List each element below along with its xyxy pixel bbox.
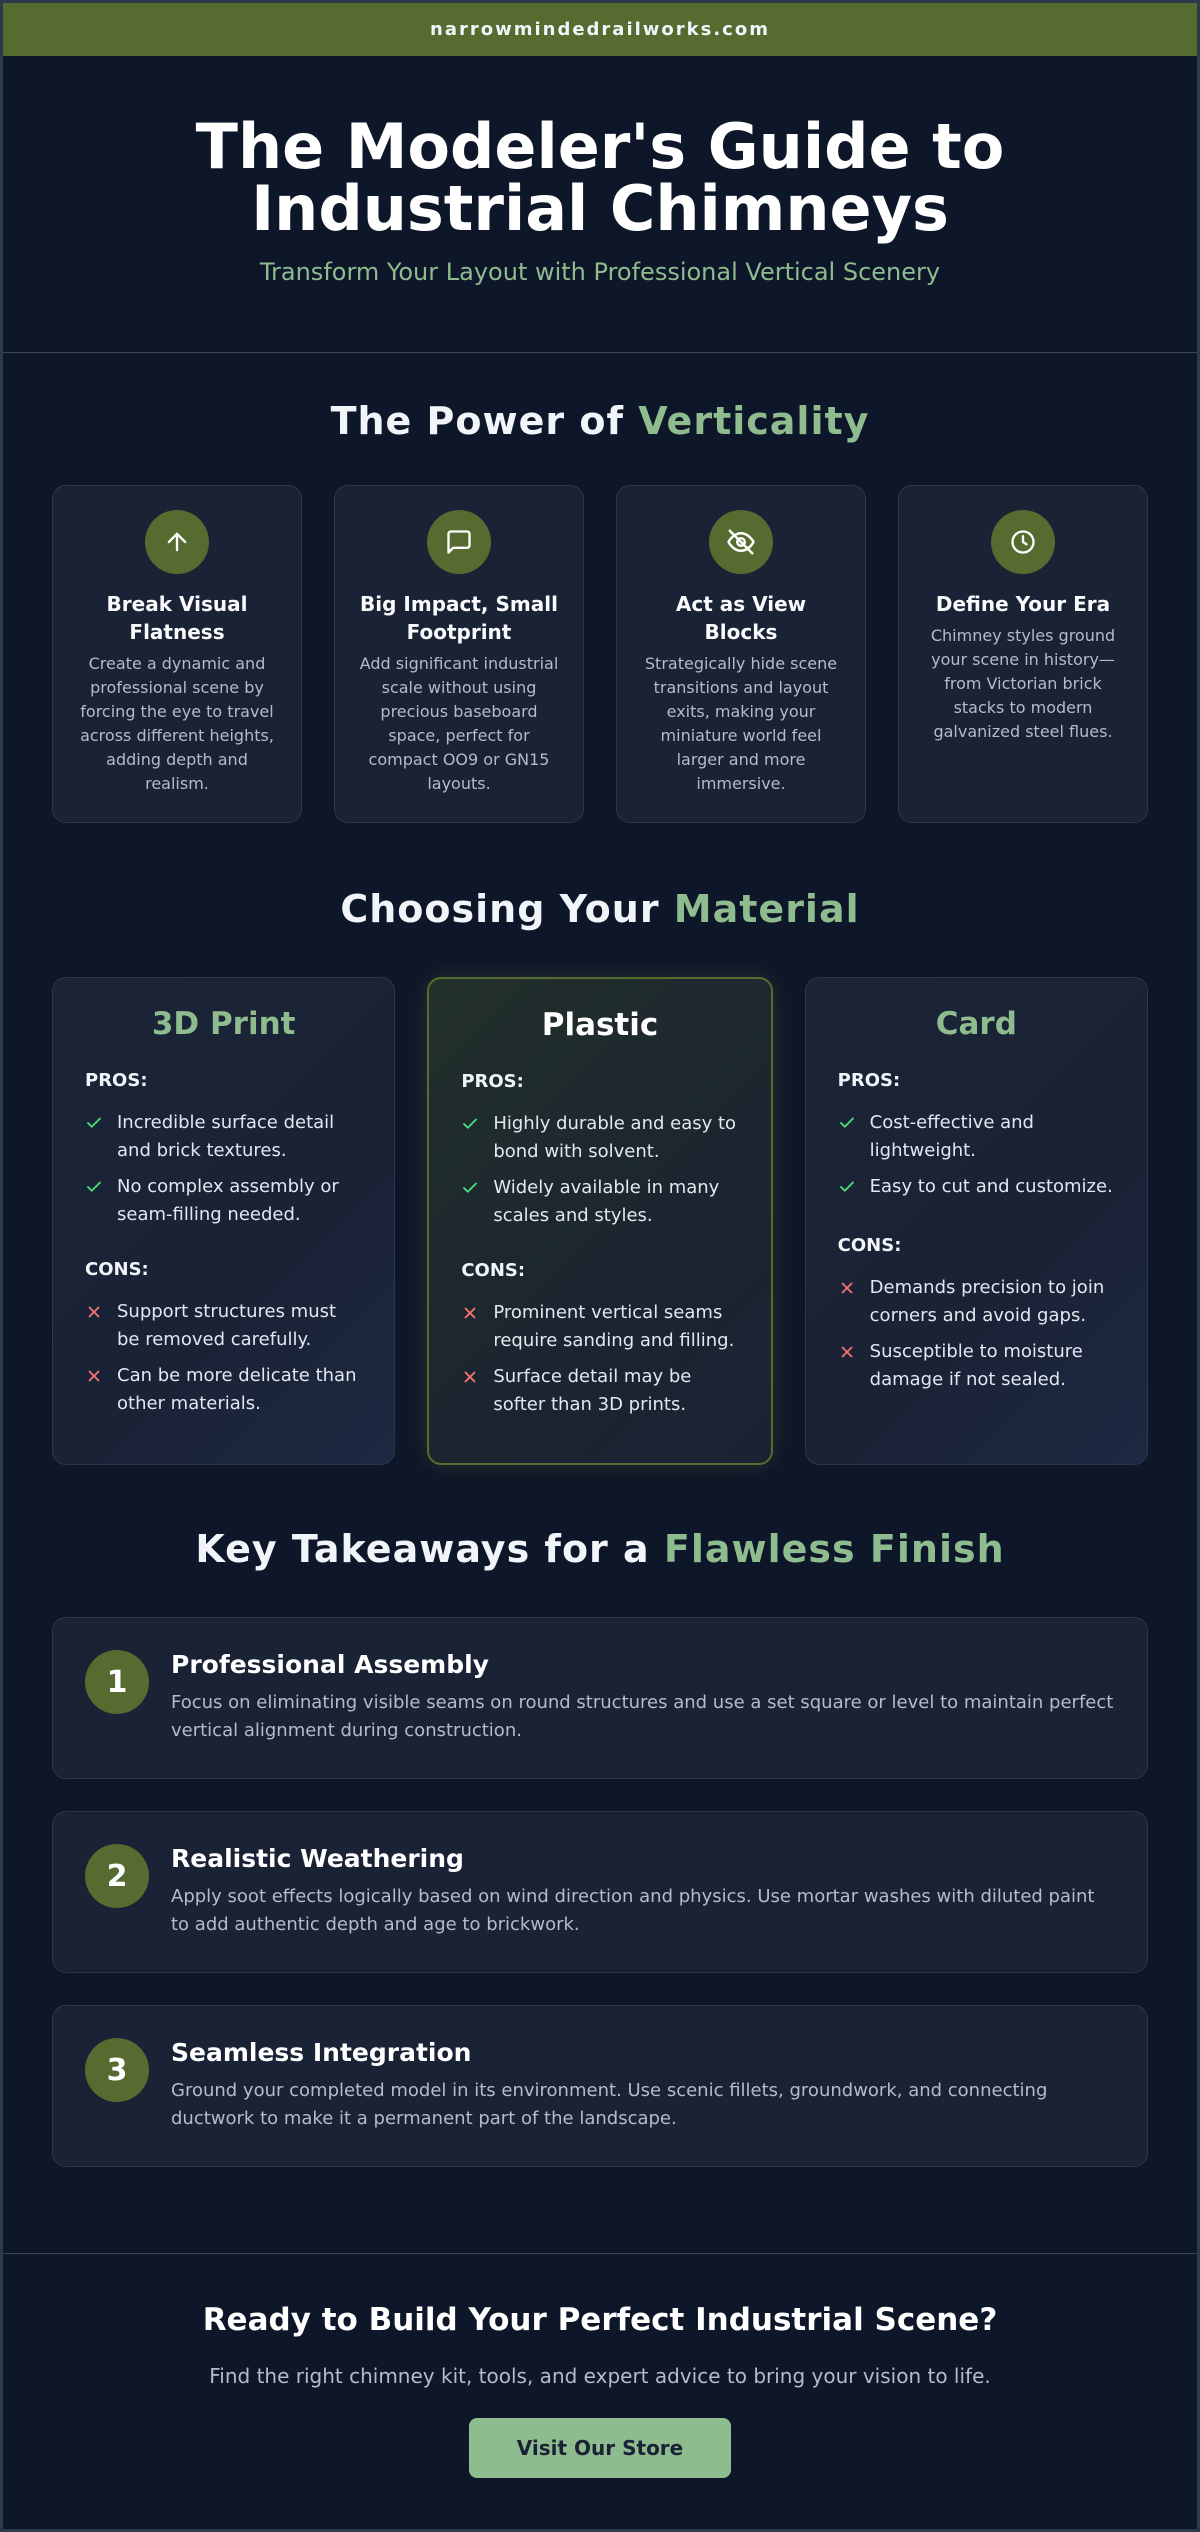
power-card-title: Act as View Blocks <box>675 592 807 644</box>
power-card <box>52 485 302 823</box>
material-title-prefix: Choosing Your <box>340 887 674 931</box>
check-icon <box>85 1109 105 1141</box>
cons-label: CONS: <box>837 1235 902 1256</box>
page-title: The Modeler's Guide to Industrial Chimneys <box>195 110 1005 245</box>
cross-icon <box>838 1274 858 1306</box>
power-card-title: Big Impact, Small Footprint <box>360 592 558 644</box>
cross-icon <box>461 1363 481 1395</box>
step-number-badge: 2 <box>85 1844 149 1908</box>
power-title-prefix: The Power of <box>330 399 639 443</box>
list-item-text: Incredible surface detail and brick textures. <box>117 1112 335 1161</box>
cta-title: Ready to Build Your Perfect Industrial Scene? <box>202 2302 998 2338</box>
list-item <box>461 1110 738 1166</box>
cross-icon <box>85 1298 105 1330</box>
eye-off-icon <box>709 510 773 574</box>
step-number-badge: 3 <box>85 2038 149 2102</box>
takeaway-card <box>52 2005 1148 2167</box>
cta-section <box>3 2253 1197 2478</box>
pros-label: PROS: <box>85 1070 148 1091</box>
takeaway-text: Focus on eliminating visible seams on round structures and use a set square or level to maintain perfect vertical alignment during construction. <box>171 1692 1114 1741</box>
list-item-text: Can be more delicate than other materials. <box>117 1365 357 1414</box>
pros-list <box>461 1110 738 1230</box>
power-card-text: Add significant industrial scale without using precious baseboard space, perfect for compact OO9 or GN15 layouts. <box>359 654 559 793</box>
list-item-text: Surface detail may be softer than 3D prints. <box>493 1366 692 1415</box>
material-card-title: Plastic <box>541 1007 659 1043</box>
takeaway-title: Seamless Integration <box>171 2038 472 2067</box>
cross-icon <box>85 1362 105 1394</box>
material-card-grid <box>52 977 1148 1465</box>
chat-bubble-icon <box>427 510 491 574</box>
power-card-title: Define Your Era <box>935 592 1111 616</box>
takeaways-title-accent: Flawless Finish <box>663 1527 1005 1571</box>
check-icon <box>461 1174 481 1206</box>
cross-icon <box>838 1338 858 1370</box>
power-section <box>3 399 1197 823</box>
list-item-text: Prominent vertical seams require sanding and filling. <box>493 1302 735 1351</box>
list-item <box>85 1362 362 1418</box>
step-number-badge: 1 <box>85 1650 149 1714</box>
takeaway-title: Professional Assembly <box>171 1650 489 1679</box>
cta-text: Find the right chimney kit, tools, and expert advice to bring your vision to life. <box>209 2364 991 2388</box>
check-icon <box>838 1109 858 1141</box>
pros-list <box>85 1109 362 1229</box>
material-card-card <box>805 977 1148 1465</box>
list-item <box>838 1338 1115 1394</box>
visit-store-button[interactable]: Visit Our Store <box>469 2418 731 2478</box>
power-section-title <box>3 399 1197 443</box>
check-icon <box>85 1173 105 1205</box>
pros-label: PROS: <box>837 1070 901 1091</box>
material-title-accent: Material <box>673 887 860 931</box>
takeaways-section <box>3 1527 1197 2167</box>
list-item <box>85 1109 362 1165</box>
takeaway-title: Realistic Weathering <box>171 1844 464 1873</box>
cons-label: CONS: <box>461 1260 526 1281</box>
top-bar <box>3 3 1197 56</box>
cons-list <box>838 1274 1115 1394</box>
cons-list <box>85 1298 362 1418</box>
pros-list <box>838 1109 1115 1205</box>
power-card-text: Chimney styles ground your scene in history—from Victorian brick stacks to modern galvanized steel flues. <box>930 626 1116 741</box>
cons-list <box>461 1299 738 1419</box>
hero-section <box>3 56 1197 353</box>
takeaway-text: Apply soot effects logically based on wind direction and physics. Use mortar washes with diluted paint to add authentic depth and age to brickwork. <box>171 1886 1095 1935</box>
page-subtitle: Transform Your Layout with Professional Vertical Scenery <box>259 258 941 286</box>
power-card <box>898 485 1148 823</box>
power-card <box>616 485 866 823</box>
list-item-text: No complex assembly or seam-filling needed. <box>117 1176 339 1225</box>
material-section-title <box>3 887 1197 931</box>
takeaway-text: Ground your completed model in its environment. Use scenic fillets, groundwork, and connecting ductwork to make it a permanent part of the landscape. <box>171 2080 1048 2129</box>
material-card-title: Card <box>935 1006 1017 1042</box>
list-item <box>838 1109 1115 1165</box>
power-card-grid <box>52 485 1148 823</box>
list-item <box>838 1274 1115 1330</box>
list-item-text: Demands precision to join corners and avoid gaps. <box>869 1277 1105 1326</box>
material-card-plastic <box>427 977 772 1465</box>
list-item-text: Highly durable and easy to bond with solvent. <box>493 1113 737 1162</box>
takeaway-list <box>52 1617 1148 2167</box>
takeaway-card <box>52 1811 1148 1973</box>
site-domain[interactable]: narrowmindedrailworks.com <box>430 19 770 40</box>
takeaways-section-title <box>3 1527 1197 1571</box>
pros-label: PROS: <box>461 1071 524 1092</box>
material-card-3d-print <box>52 977 395 1465</box>
list-item-text: Easy to cut and customize. <box>869 1176 1113 1197</box>
list-item <box>461 1299 738 1355</box>
power-title-accent: Verticality <box>638 399 870 443</box>
clock-icon <box>991 510 1055 574</box>
list-item-text: Widely available in many scales and styles. <box>493 1177 720 1226</box>
list-item <box>461 1363 738 1419</box>
list-item <box>85 1298 362 1354</box>
power-card <box>334 485 584 823</box>
cross-icon <box>461 1299 481 1331</box>
cons-label: CONS: <box>85 1259 149 1280</box>
power-card-text: Strategically hide scene transitions and layout exits, making your miniature world feel larger and more immersive. <box>644 654 838 793</box>
list-item <box>838 1173 1115 1205</box>
arrow-up-icon <box>145 510 209 574</box>
power-card-title: Break Visual Flatness <box>106 592 248 644</box>
material-section <box>3 887 1197 1465</box>
list-item-text: Susceptible to moisture damage if not sealed. <box>869 1341 1083 1390</box>
list-item <box>461 1174 738 1230</box>
material-card-title: 3D Print <box>151 1006 296 1042</box>
list-item-text: Cost-effective and lightweight. <box>869 1112 1034 1161</box>
takeaway-card <box>52 1617 1148 1779</box>
power-card-text: Create a dynamic and professional scene by forcing the eye to travel across different heights, adding depth and realism. <box>80 654 274 793</box>
check-icon <box>838 1173 858 1205</box>
list-item <box>85 1173 362 1229</box>
check-icon <box>461 1110 481 1142</box>
takeaways-title-prefix: Key Takeaways for a <box>195 1527 664 1571</box>
list-item-text: Support structures must be removed carefully. <box>117 1301 337 1350</box>
